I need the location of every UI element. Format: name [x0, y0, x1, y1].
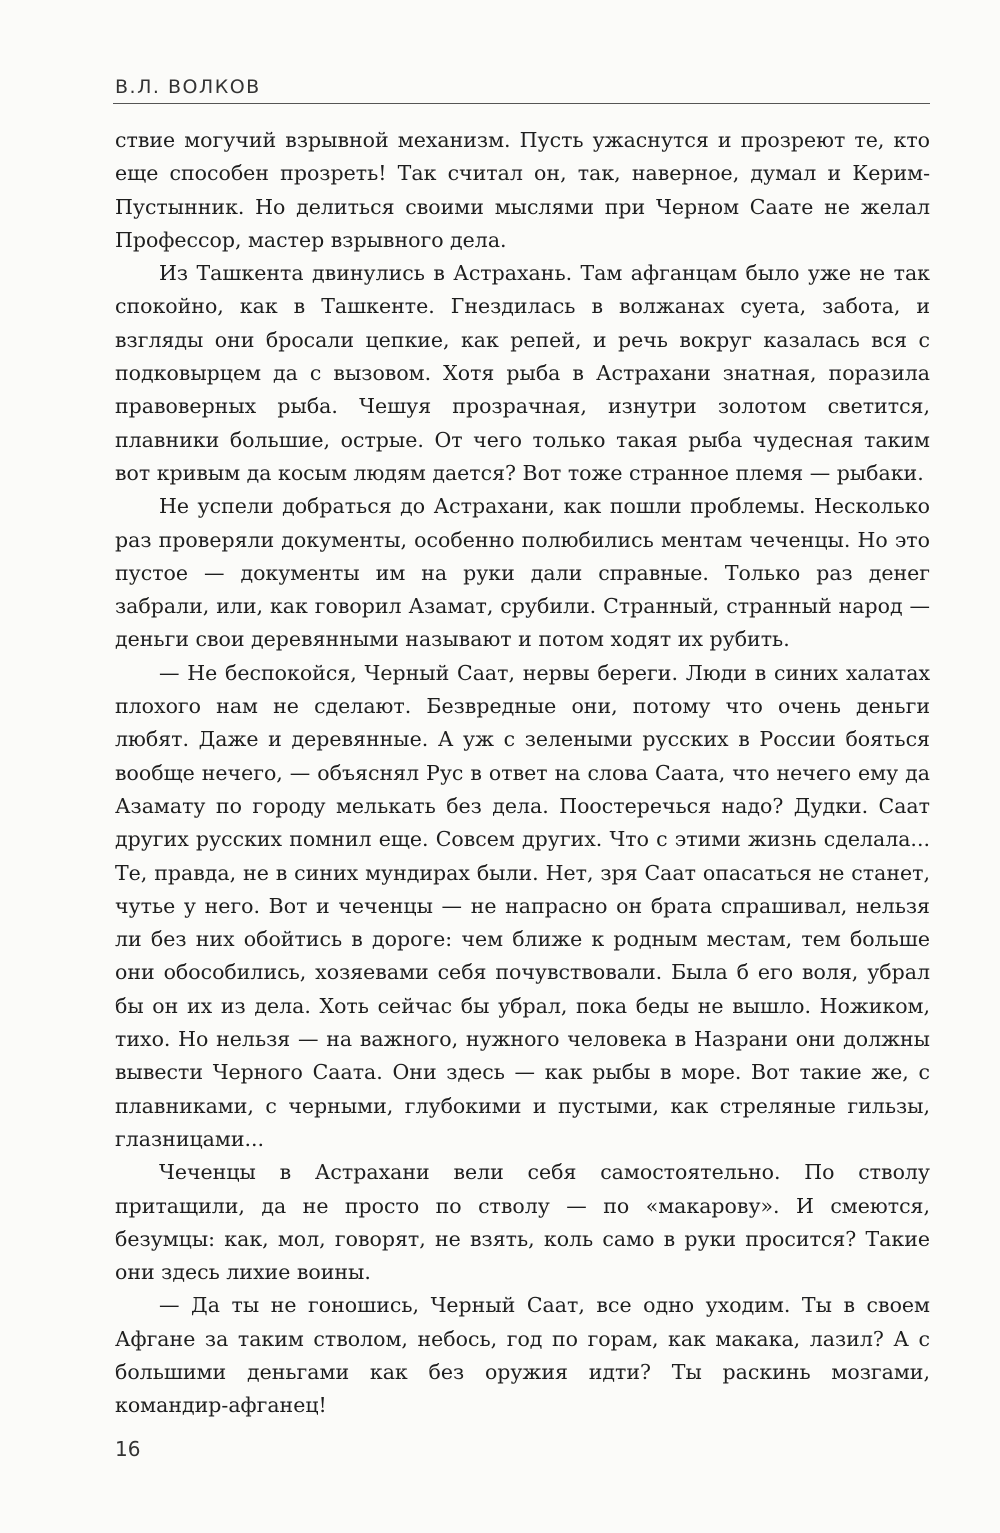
header-rule [113, 103, 930, 104]
page-number: 16 [115, 1437, 141, 1461]
paragraph: — Не беспокойся, Черный Саат, нервы береги. Люди в синих халатах плохого нам не сделают. Безвредные они, потому что очень деньги любят. Даже и деревянные. А уж с зелеными русских в России бояться вообще нечего, — объяснял Рус в ответ на слова Саата, что нечего ему да Азамату по городу мелькать без дела. Поостеречься надо? Дудки. Саат других русских помнил еще. Совсем других. Что с этими жизнь сделала... Те, правда, не в синих мундирах были. Нет, зря Саат опасаться не станет, чутье у него. Вот и чеченцы — не напрасно он брата спрашивал, нельзя ли без них обойтись в дороге: чем ближе к родным местам, тем больше они обособились, хозяевами себя почувствовали. Была б его воля, убрал бы он их из дела. Хоть сейчас бы убрал, пока беды не вышло. Ножиком, тихо. Но нельзя — на важного, нужного человека в Назрани они должны вывести Черного Саата. Они здесь — как рыбы в море. Вот такие же, с плавниками, с черными, глубокими и пустыми, как стреляные гильзы, глазницами... [115, 660, 930, 1151]
paragraph: Из Ташкента двинулись в Астрахань. Там афганцам было уже не так спокойно, как в Ташкенте. Гнездилась в волжанах суета, забота, и взгляды они бросали цепкие, как репей, и речь вокруг казалась вся с подковырцем да с вызовом. Хотя рыба в Астрахани знатная, поразила правоверных рыба. Чешуя прозрачная, изнутри золотом светится, плавники большие, острые. От чего только такая рыба чудесная таким вот кривым да косым людям дается? Вот тоже странное племя — рыбаки. [115, 261, 930, 485]
running-head: В.Л. ВОЛКОВ [115, 76, 261, 98]
paragraph: Не успели добраться до Астрахани, как пошли проблемы. Несколько раз проверяли документы, особенно полюбились ментам чеченцы. Но это пустое — документы им на руки дали справные. Только раз денег забрали, или, как говорил Азамат, срубили. Странный, странный народ — деньги свои деревянными называют и потом ходят их рубить. [115, 494, 930, 652]
paragraph: Чеченцы в Астрахани вели себя самостоятельно. По стволу притащили, да не просто по стволу — по «макарову». И смеются, безумцы: как, мол, говорят, не взять, коль само в руки просится? Такие они здесь лихие воины. [115, 1160, 930, 1285]
body-text [115, 124, 930, 1423]
paragraph: — Да ты не гоношись, Черный Саат, все одно уходим. Ты в своем Афгане за таким стволом, небось, год по горам, как макака, лазил? А с большими деньгами как без оружия идти? Ты раскинь мозгами, командир-афганец! [115, 1293, 930, 1418]
paragraph: ствие могучий взрывной механизм. Пусть ужаснутся и прозреют те, кто еще способен прозреть! Так считал он, так, наверное, думал и Керим-Пустынник. Но делиться своими мыслями при Черном Саате не желал Профессор, мастер взрывного дела. [115, 128, 930, 252]
